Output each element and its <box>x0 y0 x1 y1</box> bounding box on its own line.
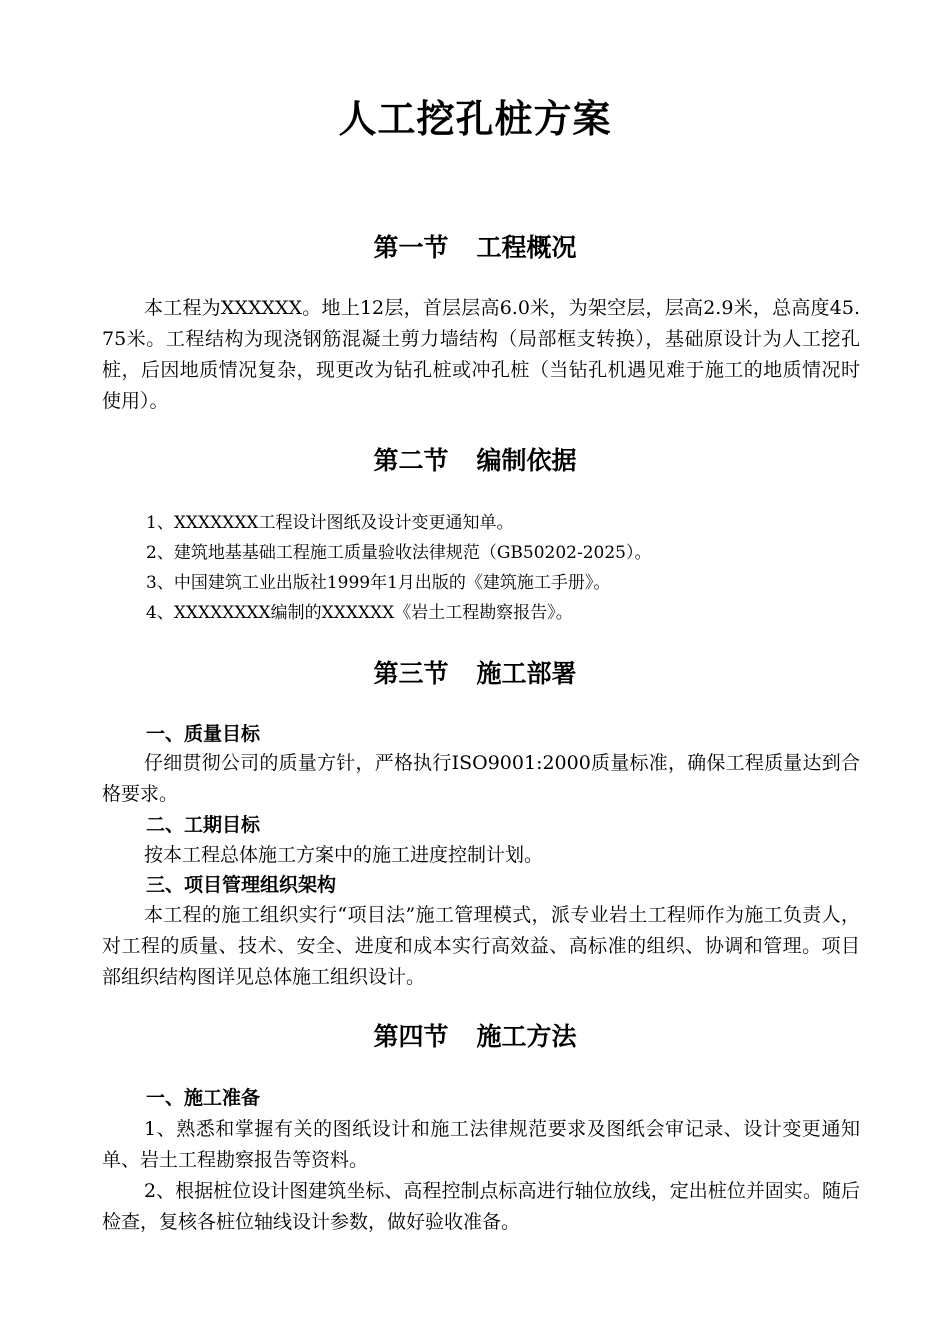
list-item: 1、XXXXXXX工程设计图纸及设计变更通知单。 <box>146 513 514 533</box>
section-number: 第四节 <box>373 1022 449 1051</box>
section-number: 第一节 <box>373 233 449 262</box>
paragraph: 仔细贯彻公司的质量方针，严格执行ISO9001:2000质量标准，确保工程质量达到合格要求。 <box>102 752 860 805</box>
section-heading-1 <box>0 231 950 265</box>
section-name: 工程概况 <box>476 233 577 262</box>
subsection-heading: 三、项目管理组织架构 <box>146 874 337 896</box>
section-number: 第二节 <box>373 446 449 475</box>
section-heading-3 <box>0 657 950 691</box>
list-item: 4、XXXXXXXX编制的XXXXXX《岩土工程勘察报告》。 <box>146 603 573 623</box>
paragraph: 按本工程总体施工方案中的施工进度控制计划。 <box>144 844 544 866</box>
section-name: 施工部署 <box>476 659 577 688</box>
section-heading-2 <box>0 444 950 478</box>
paragraph: 2、根据桩位设计图建筑坐标、高程控制点标高进行轴位放线，定出桩位并固实。随后检查，复核各桩位轴线设计参数，做好验收准备。 <box>102 1180 860 1233</box>
subsection-heading: 二、工期目标 <box>146 814 261 836</box>
list-item: 3、中国建筑工业出版社1999年1月出版的《建筑施工手册》。 <box>146 573 611 593</box>
section-name: 施工方法 <box>476 1022 577 1051</box>
section-number: 第三节 <box>373 659 449 688</box>
section-heading-4 <box>0 1020 950 1054</box>
subsection-heading: 一、质量目标 <box>146 723 261 745</box>
subsection-heading: 一、施工准备 <box>146 1087 261 1109</box>
paragraph: 本工程为XXXXXX。地上12层，首层层高6.0米，为架空层，层高2.9米，总高度45.75米。工程结构为现浇钢筋混凝土剪力墙结构（局部框支转换），基础原设计为人工挖孔桩，后因地质情况复杂，现更改为钻孔桩或冲孔桩（当钻孔机遇见难于施工的地质情况时使用）。 <box>102 297 860 412</box>
section-name: 编制依据 <box>476 446 577 475</box>
paragraph: 1、熟悉和掌握有关的图纸设计和施工法律规范要求及图纸会审记录、设计变更通知单、岩土工程勘察报告等资料。 <box>102 1118 860 1171</box>
list-item: 2、建筑地基基础工程施工质量验收法律规范（GB50202-2025）。 <box>146 543 652 563</box>
document-title: 人工挖孔桩方案 <box>338 97 612 141</box>
paragraph: 本工程的施工组织实行“项目法”施工管理模式，派专业岩土工程师作为施工负责人，对工程的质量、技术、安全、进度和成本实行高效益、高标准的组织、协调和管理。项目部组织结构图详见总体施工组织设计。 <box>102 904 860 988</box>
